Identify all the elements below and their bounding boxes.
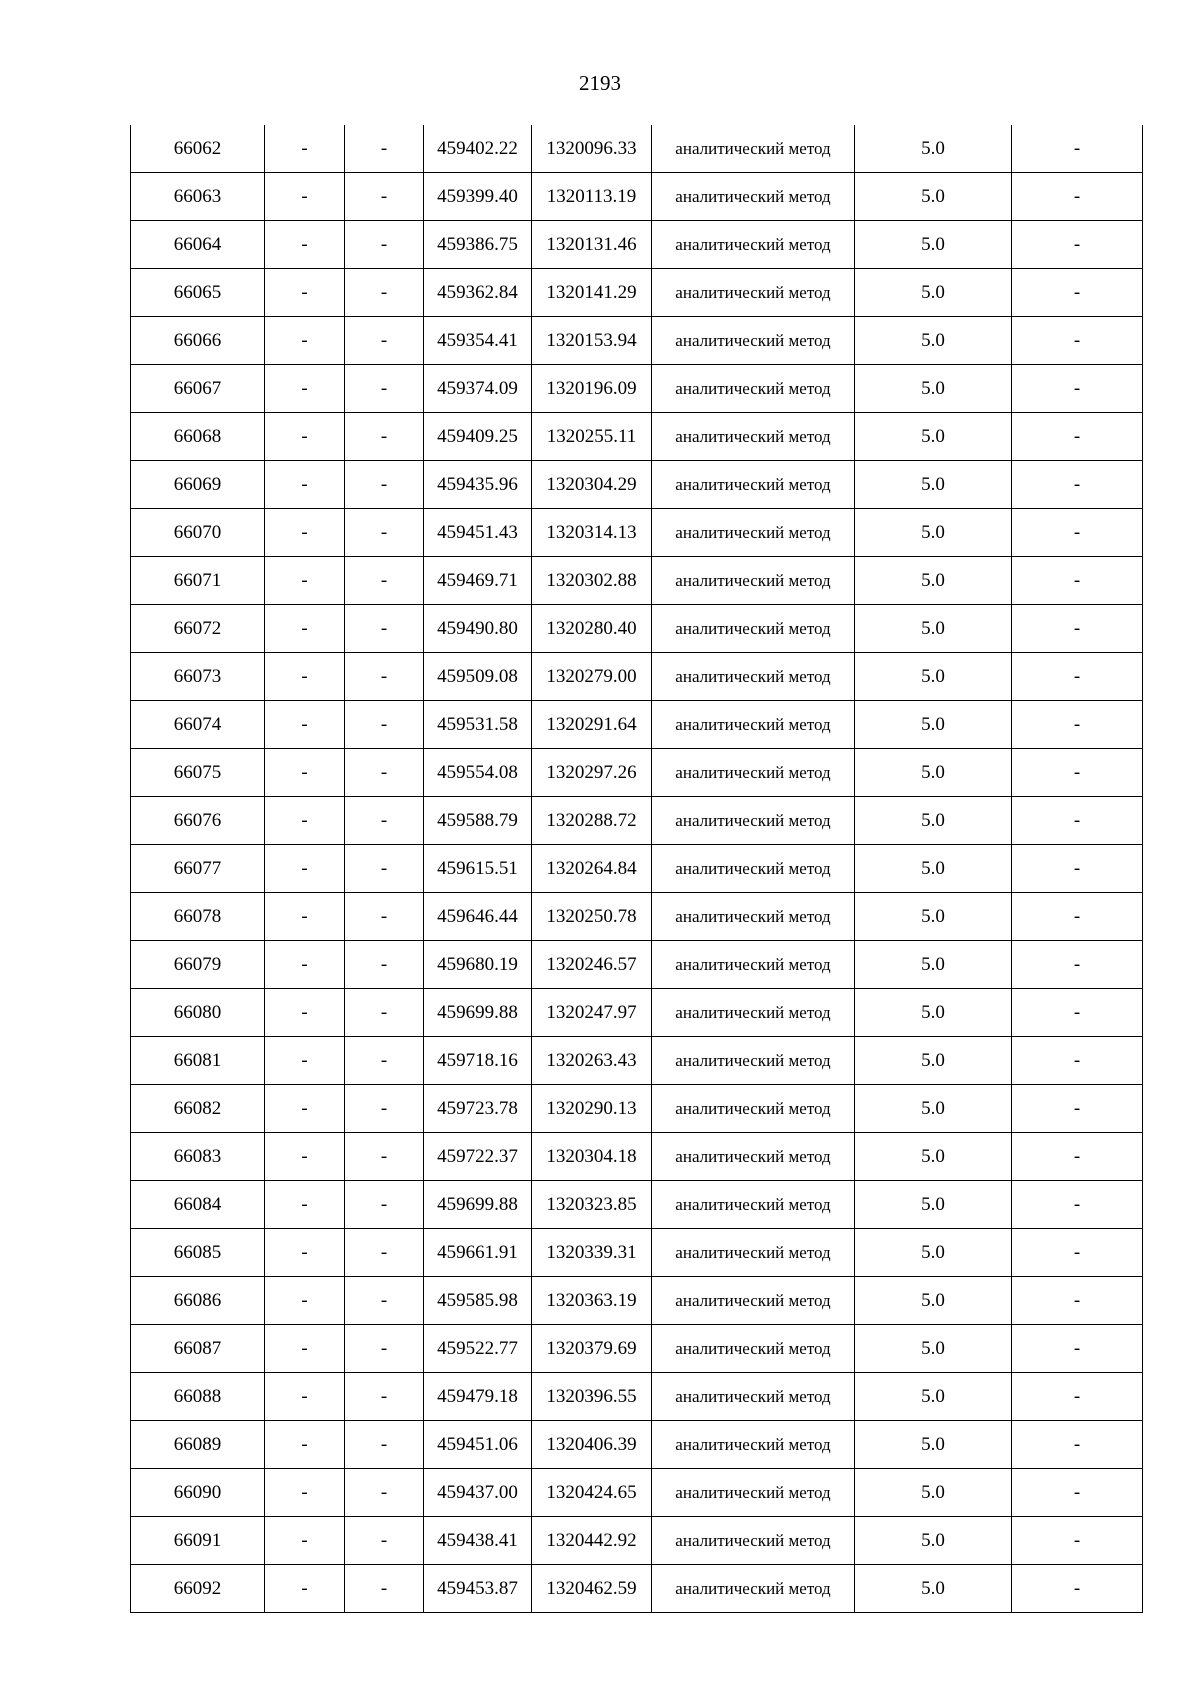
point-number-cell: 66069 <box>131 461 265 509</box>
description-cell: - <box>1012 1133 1143 1181</box>
x-coordinate-cell: 459386.75 <box>424 221 532 269</box>
empty-cell-b: - <box>345 413 424 461</box>
table-row <box>131 1325 1143 1373</box>
description-cell: - <box>1012 653 1143 701</box>
description-cell: - <box>1012 413 1143 461</box>
method-cell: аналитический метод <box>652 1181 855 1229</box>
accuracy-cell: 5.0 <box>855 173 1012 221</box>
empty-cell-b: - <box>345 557 424 605</box>
description-cell: - <box>1012 989 1143 1037</box>
method-cell: аналитический метод <box>652 893 855 941</box>
coordinates-table <box>130 125 1143 1613</box>
empty-cell-a: - <box>265 797 345 845</box>
empty-cell-b: - <box>345 701 424 749</box>
y-coordinate-cell: 1320131.46 <box>532 221 652 269</box>
x-coordinate-cell: 459490.80 <box>424 605 532 653</box>
empty-cell-a: - <box>265 941 345 989</box>
description-cell: - <box>1012 1325 1143 1373</box>
y-coordinate-cell: 1320406.39 <box>532 1421 652 1469</box>
page-number: 2193 <box>579 71 621 95</box>
y-coordinate-cell: 1320363.19 <box>532 1277 652 1325</box>
x-coordinate-cell: 459554.08 <box>424 749 532 797</box>
empty-cell-b: - <box>345 605 424 653</box>
point-number-cell: 66090 <box>131 1469 265 1517</box>
x-coordinate-cell: 459374.09 <box>424 365 532 413</box>
y-coordinate-cell: 1320264.84 <box>532 845 652 893</box>
y-coordinate-cell: 1320247.97 <box>532 989 652 1037</box>
y-coordinate-cell: 1320290.13 <box>532 1085 652 1133</box>
accuracy-cell: 5.0 <box>855 653 1012 701</box>
method-cell: аналитический метод <box>652 317 855 365</box>
description-cell: - <box>1012 1181 1143 1229</box>
empty-cell-a: - <box>265 1469 345 1517</box>
empty-cell-b: - <box>345 461 424 509</box>
empty-cell-b: - <box>345 845 424 893</box>
description-cell: - <box>1012 893 1143 941</box>
empty-cell-a: - <box>265 1037 345 1085</box>
table-row <box>131 461 1143 509</box>
description-cell: - <box>1012 461 1143 509</box>
y-coordinate-cell: 1320153.94 <box>532 317 652 365</box>
table-row <box>131 173 1143 221</box>
description-cell: - <box>1012 1517 1143 1565</box>
accuracy-cell: 5.0 <box>855 1565 1012 1613</box>
empty-cell-a: - <box>265 125 345 173</box>
method-cell: аналитический метод <box>652 269 855 317</box>
x-coordinate-cell: 459588.79 <box>424 797 532 845</box>
table-row <box>131 893 1143 941</box>
empty-cell-a: - <box>265 605 345 653</box>
empty-cell-b: - <box>345 317 424 365</box>
x-coordinate-cell: 459680.19 <box>424 941 532 989</box>
description-cell: - <box>1012 1037 1143 1085</box>
point-number-cell: 66072 <box>131 605 265 653</box>
method-cell: аналитический метод <box>652 365 855 413</box>
point-number-cell: 66071 <box>131 557 265 605</box>
y-coordinate-cell: 1320141.29 <box>532 269 652 317</box>
accuracy-cell: 5.0 <box>855 1421 1012 1469</box>
x-coordinate-cell: 459479.18 <box>424 1373 532 1421</box>
x-coordinate-cell: 459437.00 <box>424 1469 532 1517</box>
description-cell: - <box>1012 749 1143 797</box>
table-row <box>131 989 1143 1037</box>
table-row <box>131 941 1143 989</box>
empty-cell-a: - <box>265 365 345 413</box>
x-coordinate-cell: 459453.87 <box>424 1565 532 1613</box>
method-cell: аналитический метод <box>652 509 855 557</box>
method-cell: аналитический метод <box>652 125 855 173</box>
x-coordinate-cell: 459531.58 <box>424 701 532 749</box>
point-number-cell: 66084 <box>131 1181 265 1229</box>
empty-cell-a: - <box>265 509 345 557</box>
table-row <box>131 317 1143 365</box>
empty-cell-a: - <box>265 1085 345 1133</box>
y-coordinate-cell: 1320314.13 <box>532 509 652 557</box>
point-number-cell: 66088 <box>131 1373 265 1421</box>
x-coordinate-cell: 459451.06 <box>424 1421 532 1469</box>
table-row <box>131 1373 1143 1421</box>
empty-cell-a: - <box>265 1277 345 1325</box>
description-cell: - <box>1012 1085 1143 1133</box>
accuracy-cell: 5.0 <box>855 989 1012 1037</box>
accuracy-cell: 5.0 <box>855 365 1012 413</box>
accuracy-cell: 5.0 <box>855 797 1012 845</box>
empty-cell-a: - <box>265 557 345 605</box>
table-row <box>131 221 1143 269</box>
empty-cell-a: - <box>265 653 345 701</box>
point-number-cell: 66080 <box>131 989 265 1037</box>
y-coordinate-cell: 1320096.33 <box>532 125 652 173</box>
empty-cell-a: - <box>265 989 345 1037</box>
empty-cell-a: - <box>265 221 345 269</box>
empty-cell-b: - <box>345 941 424 989</box>
empty-cell-a: - <box>265 1565 345 1613</box>
table-row <box>131 365 1143 413</box>
empty-cell-b: - <box>345 1181 424 1229</box>
empty-cell-b: - <box>345 1373 424 1421</box>
accuracy-cell: 5.0 <box>855 749 1012 797</box>
table-row <box>131 1277 1143 1325</box>
accuracy-cell: 5.0 <box>855 1325 1012 1373</box>
empty-cell-b: - <box>345 1277 424 1325</box>
x-coordinate-cell: 459399.40 <box>424 173 532 221</box>
method-cell: аналитический метод <box>652 1421 855 1469</box>
empty-cell-a: - <box>265 461 345 509</box>
accuracy-cell: 5.0 <box>855 413 1012 461</box>
table-row <box>131 1421 1143 1469</box>
point-number-cell: 66065 <box>131 269 265 317</box>
y-coordinate-cell: 1320291.64 <box>532 701 652 749</box>
empty-cell-a: - <box>265 413 345 461</box>
x-coordinate-cell: 459699.88 <box>424 1181 532 1229</box>
accuracy-cell: 5.0 <box>855 1277 1012 1325</box>
point-number-cell: 66086 <box>131 1277 265 1325</box>
empty-cell-b: - <box>345 1085 424 1133</box>
method-cell: аналитический метод <box>652 1325 855 1373</box>
table-row <box>131 1469 1143 1517</box>
empty-cell-a: - <box>265 1517 345 1565</box>
point-number-cell: 66062 <box>131 125 265 173</box>
table-row <box>131 605 1143 653</box>
table-row <box>131 1037 1143 1085</box>
x-coordinate-cell: 459722.37 <box>424 1133 532 1181</box>
method-cell: аналитический метод <box>652 1469 855 1517</box>
empty-cell-a: - <box>265 1133 345 1181</box>
table-row <box>131 269 1143 317</box>
y-coordinate-cell: 1320255.11 <box>532 413 652 461</box>
table-row <box>131 749 1143 797</box>
method-cell: аналитический метод <box>652 1133 855 1181</box>
point-number-cell: 66064 <box>131 221 265 269</box>
method-cell: аналитический метод <box>652 413 855 461</box>
empty-cell-a: - <box>265 1181 345 1229</box>
table-row <box>131 1181 1143 1229</box>
accuracy-cell: 5.0 <box>855 1133 1012 1181</box>
method-cell: аналитический метод <box>652 1229 855 1277</box>
table-row <box>131 653 1143 701</box>
accuracy-cell: 5.0 <box>855 1085 1012 1133</box>
point-number-cell: 66078 <box>131 893 265 941</box>
description-cell: - <box>1012 605 1143 653</box>
x-coordinate-cell: 459362.84 <box>424 269 532 317</box>
empty-cell-b: - <box>345 221 424 269</box>
empty-cell-b: - <box>345 797 424 845</box>
description-cell: - <box>1012 317 1143 365</box>
empty-cell-a: - <box>265 173 345 221</box>
point-number-cell: 66083 <box>131 1133 265 1181</box>
empty-cell-b: - <box>345 1325 424 1373</box>
method-cell: аналитический метод <box>652 1517 855 1565</box>
y-coordinate-cell: 1320288.72 <box>532 797 652 845</box>
accuracy-cell: 5.0 <box>855 1517 1012 1565</box>
y-coordinate-cell: 1320297.26 <box>532 749 652 797</box>
empty-cell-b: - <box>345 509 424 557</box>
empty-cell-b: - <box>345 1229 424 1277</box>
description-cell: - <box>1012 701 1143 749</box>
empty-cell-a: - <box>265 1421 345 1469</box>
empty-cell-a: - <box>265 1229 345 1277</box>
method-cell: аналитический метод <box>652 653 855 701</box>
accuracy-cell: 5.0 <box>855 221 1012 269</box>
y-coordinate-cell: 1320196.09 <box>532 365 652 413</box>
x-coordinate-cell: 459402.22 <box>424 125 532 173</box>
table-row <box>131 125 1143 173</box>
description-cell: - <box>1012 1421 1143 1469</box>
empty-cell-a: - <box>265 701 345 749</box>
x-coordinate-cell: 459646.44 <box>424 893 532 941</box>
table-row <box>131 509 1143 557</box>
table-row <box>131 1517 1143 1565</box>
x-coordinate-cell: 459438.41 <box>424 1517 532 1565</box>
point-number-cell: 66081 <box>131 1037 265 1085</box>
y-coordinate-cell: 1320279.00 <box>532 653 652 701</box>
accuracy-cell: 5.0 <box>855 1037 1012 1085</box>
x-coordinate-cell: 459615.51 <box>424 845 532 893</box>
accuracy-cell: 5.0 <box>855 317 1012 365</box>
x-coordinate-cell: 459469.71 <box>424 557 532 605</box>
description-cell: - <box>1012 365 1143 413</box>
empty-cell-a: - <box>265 845 345 893</box>
accuracy-cell: 5.0 <box>855 941 1012 989</box>
empty-cell-b: - <box>345 749 424 797</box>
point-number-cell: 66063 <box>131 173 265 221</box>
point-number-cell: 66092 <box>131 1565 265 1613</box>
y-coordinate-cell: 1320323.85 <box>532 1181 652 1229</box>
empty-cell-a: - <box>265 317 345 365</box>
empty-cell-b: - <box>345 365 424 413</box>
point-number-cell: 66085 <box>131 1229 265 1277</box>
point-number-cell: 66075 <box>131 749 265 797</box>
table-row <box>131 1133 1143 1181</box>
x-coordinate-cell: 459661.91 <box>424 1229 532 1277</box>
empty-cell-b: - <box>345 893 424 941</box>
accuracy-cell: 5.0 <box>855 845 1012 893</box>
point-number-cell: 66087 <box>131 1325 265 1373</box>
point-number-cell: 66089 <box>131 1421 265 1469</box>
x-coordinate-cell: 459699.88 <box>424 989 532 1037</box>
accuracy-cell: 5.0 <box>855 605 1012 653</box>
empty-cell-b: - <box>345 269 424 317</box>
description-cell: - <box>1012 1229 1143 1277</box>
y-coordinate-cell: 1320263.43 <box>532 1037 652 1085</box>
y-coordinate-cell: 1320396.55 <box>532 1373 652 1421</box>
method-cell: аналитический метод <box>652 701 855 749</box>
table-body <box>131 125 1143 1613</box>
method-cell: аналитический метод <box>652 845 855 893</box>
y-coordinate-cell: 1320304.18 <box>532 1133 652 1181</box>
point-number-cell: 66077 <box>131 845 265 893</box>
y-coordinate-cell: 1320280.40 <box>532 605 652 653</box>
empty-cell-b: - <box>345 1469 424 1517</box>
x-coordinate-cell: 459451.43 <box>424 509 532 557</box>
accuracy-cell: 5.0 <box>855 461 1012 509</box>
empty-cell-b: - <box>345 125 424 173</box>
x-coordinate-cell: 459718.16 <box>424 1037 532 1085</box>
x-coordinate-cell: 459409.25 <box>424 413 532 461</box>
empty-cell-b: - <box>345 1133 424 1181</box>
accuracy-cell: 5.0 <box>855 1373 1012 1421</box>
accuracy-cell: 5.0 <box>855 1181 1012 1229</box>
empty-cell-b: - <box>345 989 424 1037</box>
accuracy-cell: 5.0 <box>855 509 1012 557</box>
x-coordinate-cell: 459435.96 <box>424 461 532 509</box>
y-coordinate-cell: 1320246.57 <box>532 941 652 989</box>
y-coordinate-cell: 1320462.59 <box>532 1565 652 1613</box>
point-number-cell: 66082 <box>131 1085 265 1133</box>
accuracy-cell: 5.0 <box>855 893 1012 941</box>
y-coordinate-cell: 1320304.29 <box>532 461 652 509</box>
empty-cell-b: - <box>345 1037 424 1085</box>
point-number-cell: 66079 <box>131 941 265 989</box>
y-coordinate-cell: 1320424.65 <box>532 1469 652 1517</box>
table-row <box>131 1229 1143 1277</box>
method-cell: аналитический метод <box>652 605 855 653</box>
method-cell: аналитический метод <box>652 749 855 797</box>
table-row <box>131 845 1143 893</box>
y-coordinate-cell: 1320339.31 <box>532 1229 652 1277</box>
method-cell: аналитический метод <box>652 1565 855 1613</box>
x-coordinate-cell: 459354.41 <box>424 317 532 365</box>
method-cell: аналитический метод <box>652 1373 855 1421</box>
method-cell: аналитический метод <box>652 173 855 221</box>
method-cell: аналитический метод <box>652 1277 855 1325</box>
y-coordinate-cell: 1320442.92 <box>532 1517 652 1565</box>
method-cell: аналитический метод <box>652 797 855 845</box>
method-cell: аналитический метод <box>652 941 855 989</box>
table-row <box>131 413 1143 461</box>
table-row <box>131 1085 1143 1133</box>
method-cell: аналитический метод <box>652 221 855 269</box>
point-number-cell: 66091 <box>131 1517 265 1565</box>
point-number-cell: 66066 <box>131 317 265 365</box>
y-coordinate-cell: 1320302.88 <box>532 557 652 605</box>
description-cell: - <box>1012 125 1143 173</box>
description-cell: - <box>1012 1469 1143 1517</box>
empty-cell-a: - <box>265 269 345 317</box>
accuracy-cell: 5.0 <box>855 269 1012 317</box>
empty-cell-b: - <box>345 1517 424 1565</box>
x-coordinate-cell: 459723.78 <box>424 1085 532 1133</box>
empty-cell-a: - <box>265 893 345 941</box>
method-cell: аналитический метод <box>652 1085 855 1133</box>
empty-cell-b: - <box>345 1421 424 1469</box>
point-number-cell: 66074 <box>131 701 265 749</box>
point-number-cell: 66067 <box>131 365 265 413</box>
method-cell: аналитический метод <box>652 989 855 1037</box>
y-coordinate-cell: 1320379.69 <box>532 1325 652 1373</box>
description-cell: - <box>1012 557 1143 605</box>
table-row <box>131 701 1143 749</box>
description-cell: - <box>1012 941 1143 989</box>
table-row <box>131 1565 1143 1613</box>
point-number-cell: 66076 <box>131 797 265 845</box>
description-cell: - <box>1012 797 1143 845</box>
accuracy-cell: 5.0 <box>855 1229 1012 1277</box>
point-number-cell: 66068 <box>131 413 265 461</box>
accuracy-cell: 5.0 <box>855 701 1012 749</box>
empty-cell-b: - <box>345 173 424 221</box>
description-cell: - <box>1012 845 1143 893</box>
point-number-cell: 66073 <box>131 653 265 701</box>
method-cell: аналитический метод <box>652 461 855 509</box>
table-row <box>131 797 1143 845</box>
method-cell: аналитический метод <box>652 1037 855 1085</box>
empty-cell-b: - <box>345 653 424 701</box>
description-cell: - <box>1012 221 1143 269</box>
description-cell: - <box>1012 509 1143 557</box>
accuracy-cell: 5.0 <box>855 125 1012 173</box>
table-row <box>131 557 1143 605</box>
point-number-cell: 66070 <box>131 509 265 557</box>
description-cell: - <box>1012 269 1143 317</box>
accuracy-cell: 5.0 <box>855 557 1012 605</box>
description-cell: - <box>1012 173 1143 221</box>
y-coordinate-cell: 1320250.78 <box>532 893 652 941</box>
x-coordinate-cell: 459509.08 <box>424 653 532 701</box>
method-cell: аналитический метод <box>652 557 855 605</box>
empty-cell-a: - <box>265 1373 345 1421</box>
accuracy-cell: 5.0 <box>855 1469 1012 1517</box>
y-coordinate-cell: 1320113.19 <box>532 173 652 221</box>
empty-cell-b: - <box>345 1565 424 1613</box>
x-coordinate-cell: 459585.98 <box>424 1277 532 1325</box>
description-cell: - <box>1012 1565 1143 1613</box>
description-cell: - <box>1012 1373 1143 1421</box>
empty-cell-a: - <box>265 749 345 797</box>
description-cell: - <box>1012 1277 1143 1325</box>
empty-cell-a: - <box>265 1325 345 1373</box>
x-coordinate-cell: 459522.77 <box>424 1325 532 1373</box>
